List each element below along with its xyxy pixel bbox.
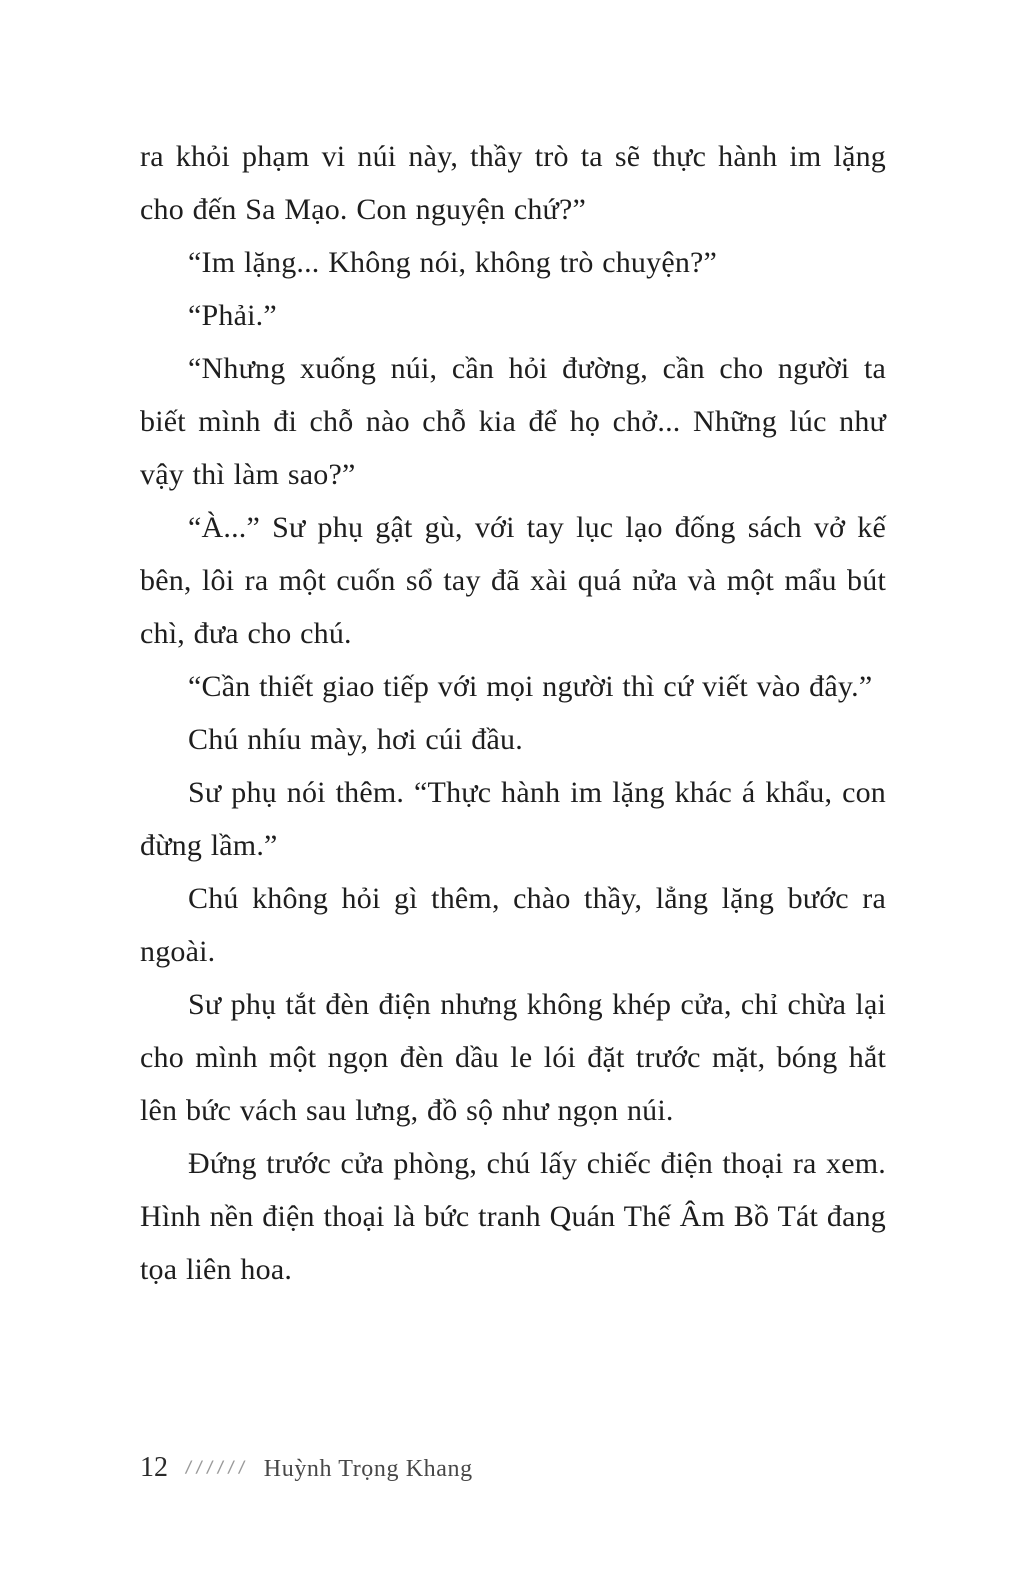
- paragraph: “Im lặng... Không nói, không trò chuyện?”: [188, 246, 718, 279]
- paragraph: Sư phụ tắt đèn điện nhưng không khép cửa, chỉ chừa lại cho mình một ngọn đèn dầu le lói đặt trước mặt, bóng hắt lên bức vách sau lưng, đồ sộ như ngọn núi.: [140, 988, 886, 1127]
- page-footer: [140, 1452, 886, 1484]
- paragraph: “À...” Sư phụ gật gù, với tay lục lạo đống sách vở kế bên, lôi ra một cuốn sổ tay đã xài quá nửa và một mẩu bút chì, đưa cho chú.: [140, 511, 886, 650]
- footer-author: Huỳnh Trọng Khang: [263, 1456, 473, 1482]
- paragraph: Đứng trước cửa phòng, chú lấy chiếc điện thoại ra xem. Hình nền điện thoại là bức tranh Quán Thế Âm Bồ Tát đang tọa liên hoa.: [140, 1147, 886, 1286]
- paragraph: “Nhưng xuống núi, cần hỏi đường, cần cho người ta biết mình đi chỗ nào chỗ kia để họ chở... Những lúc như vậy thì làm sao?”: [140, 352, 886, 491]
- paragraph: “Phải.”: [188, 299, 277, 332]
- slashes-icon: //////: [184, 1457, 248, 1476]
- paragraph: Chú không hỏi gì thêm, chào thầy, lẳng lặng bước ra ngoài.: [140, 882, 886, 968]
- paragraph: Sư phụ nói thêm. “Thực hành im lặng khác á khẩu, con đừng lầm.”: [140, 776, 886, 862]
- paragraph: ra khỏi phạm vi núi này, thầy trò ta sẽ thực hành im lặng cho đến Sa Mạo. Con nguyện chứ?”: [140, 140, 886, 226]
- page-number: 12: [140, 1452, 168, 1483]
- body-text: [140, 130, 886, 1296]
- paragraph: Chú nhíu mày, hơi cúi đầu.: [188, 723, 523, 756]
- paragraph: “Cần thiết giao tiếp với mọi người thì cứ viết vào đây.”: [188, 670, 873, 703]
